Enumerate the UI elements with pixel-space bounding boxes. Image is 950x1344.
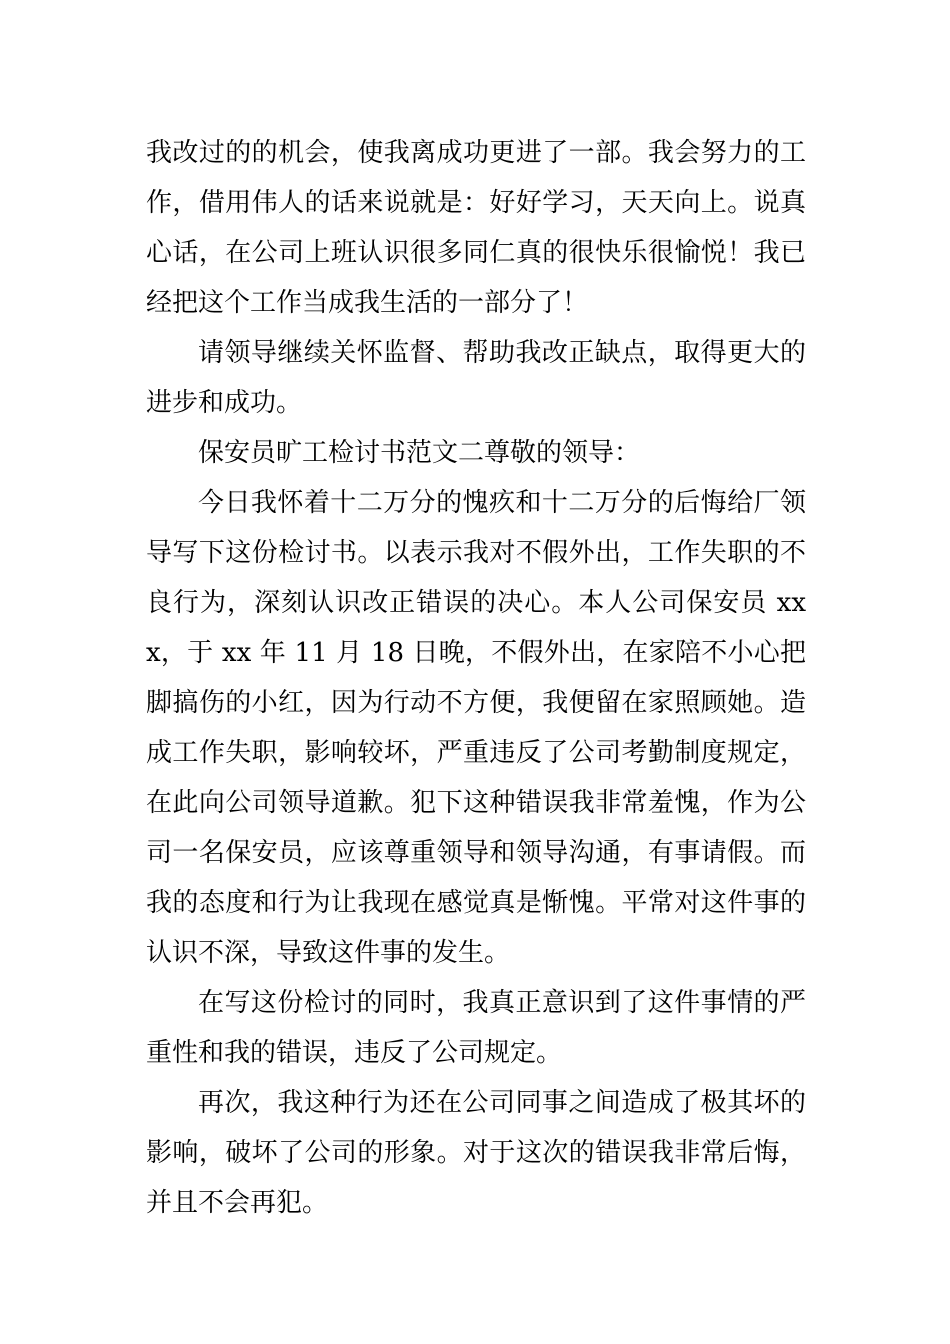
document-body <box>146 128 806 1228</box>
paragraph-request: 请领导继续关怀监督、帮助我改正缺点，取得更大的进步和成功。 <box>146 338 806 418</box>
paragraph-apology: 今日我怀着十二万分的愧疚和十二万分的后悔给厂领导写下这份检讨书。以表示我对不假外出，工作失职的不良行为，深刻认识改正错误的决心。本人公司保安员 xxx，于 xx 年 11 月 18 日晚，不假外出，在家陪不小心把脚搞伤的小红，因为行动不方便，我便留在家照顾她。造成工作失职，影响较坏，严重违反了公司考勤制度规定，在此向公司领导道歉。犯下这种错误我非常羞愧，作为公司一名保安员，应该尊重领导和领导沟通，有事请假。而我的态度和行为让我现在感觉真是惭愧。平常对这件事的认识不深，导致这件事的发生。 <box>146 488 806 968</box>
paragraph-impact: 再次，我这种行为还在公司同事之间造成了极其坏的影响，破坏了公司的形象。对于这次的错误我非常后悔，并且不会再犯。 <box>146 1088 806 1218</box>
paragraph-realization: 在写这份检讨的同时，我真正意识到了这件事情的严重性和我的错误，违反了公司规定。 <box>146 988 806 1068</box>
paragraph-heading-sample-two: 保安员旷工检讨书范文二尊敬的领导： <box>198 438 641 468</box>
paragraph-continuation: 我改过的的机会，使我离成功更进了一部。我会努力的工作，借用伟人的话来说就是：好好学习，天天向上。说真心话，在公司上班认识很多同仁真的很快乐很愉悦！我已经把这个工作当成我生活的一部分了！ <box>146 138 806 318</box>
